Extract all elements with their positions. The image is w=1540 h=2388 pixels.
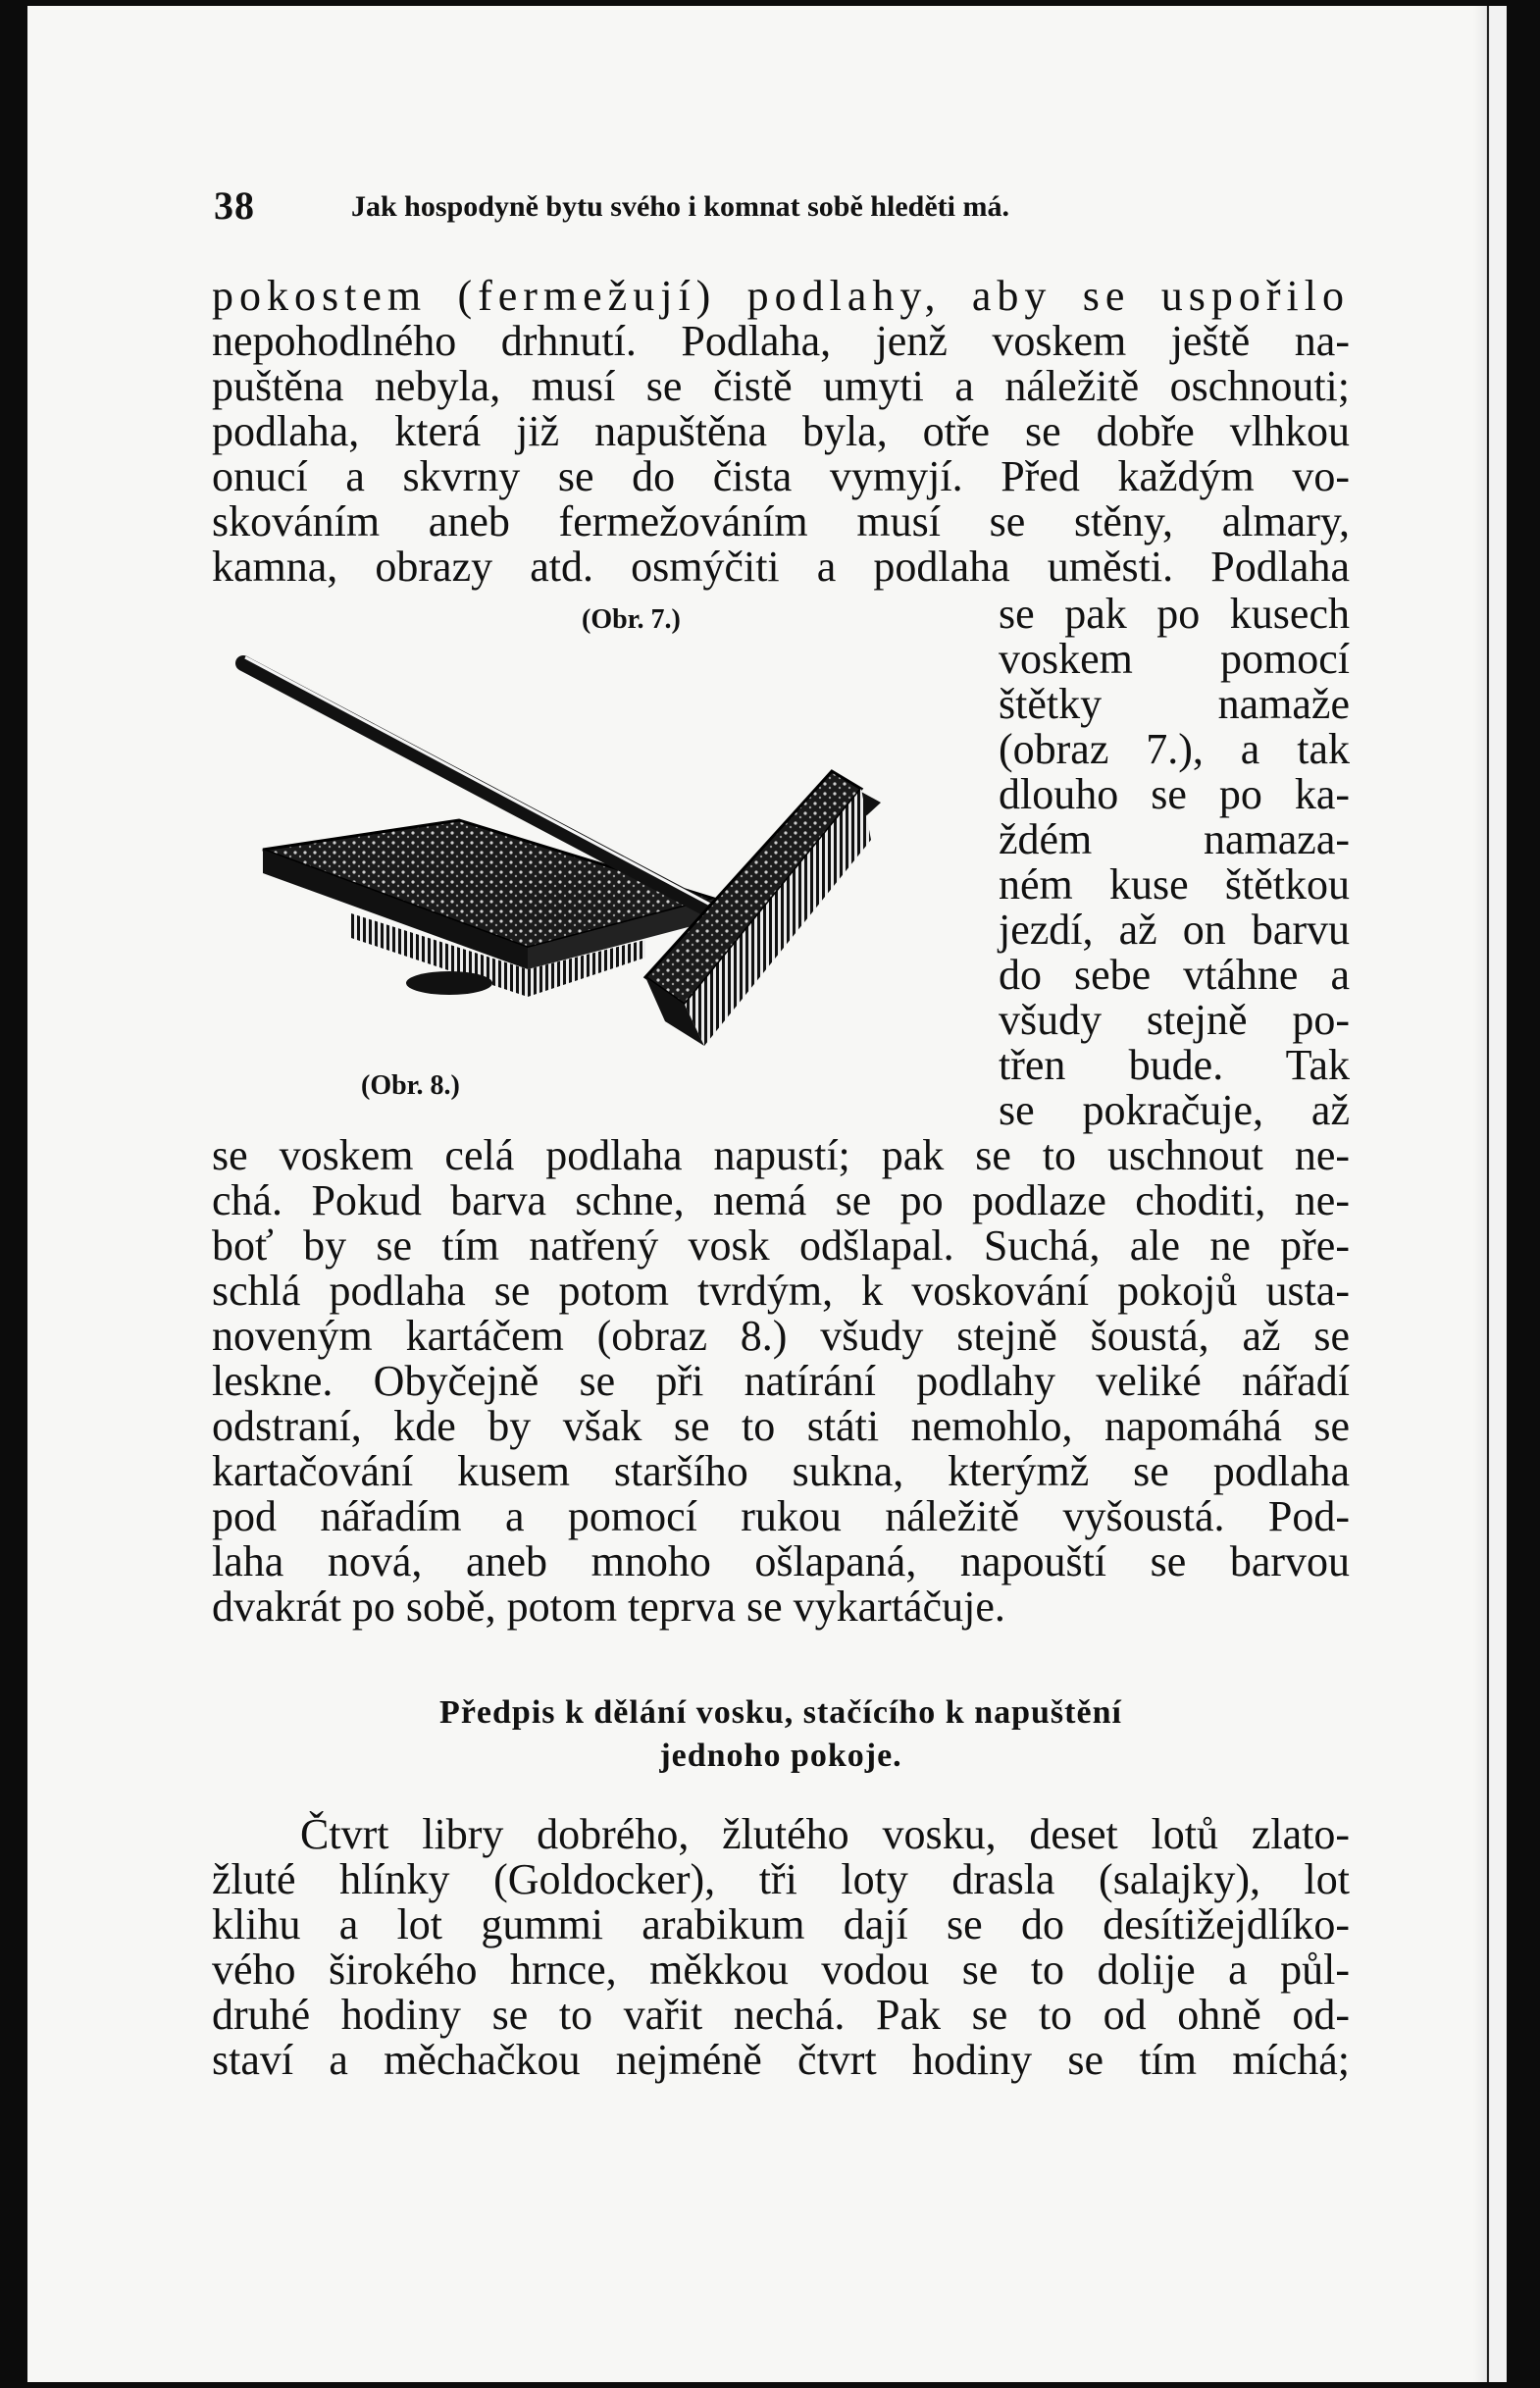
page-number: 38 bbox=[214, 183, 255, 228]
text-line: boť by se tím natřený vosk odšlapal. Suchá, ale ne pře- bbox=[212, 1221, 1350, 1270]
text-line: noveným kartáčem (obraz 8.) všudy stejně šoustá, až se bbox=[212, 1312, 1350, 1360]
text-line: staví a měchačkou nejméně čtvrt hodiny se tím míchá; bbox=[212, 2036, 1350, 2084]
text-line: dlouho se po ka- bbox=[999, 770, 1350, 818]
text-line: ném kuse štětkou bbox=[999, 860, 1350, 908]
text-line: nepohodlného drhnutí. Podlaha, jenž voskem ještě na- bbox=[212, 317, 1350, 365]
text-line: puštěna nebyla, musí se čistě umyti a náležitě oschnouti; bbox=[212, 362, 1350, 410]
text-line: odstraní, kde by však se to státi nemohlo, napomáhá se bbox=[212, 1402, 1350, 1450]
text-line: voskem pomocí bbox=[999, 635, 1350, 683]
text-line: schlá podlaha se potom tvrdým, k voskování pokojů usta- bbox=[212, 1267, 1350, 1315]
text-line: laha nová, aneb mnoho ošlapaná, napouští se barvou bbox=[212, 1537, 1350, 1585]
section-heading: jednoho pokoje. bbox=[659, 1738, 902, 1774]
text-line: do sebe vtáhne a bbox=[999, 951, 1350, 999]
figure-8-caption: (Obr. 8.) bbox=[361, 1070, 460, 1101]
text-line: podlaha, která již napuštěna byla, otře se dobře vlhkou bbox=[212, 407, 1350, 455]
text-line: se pokračuje, až bbox=[999, 1086, 1350, 1134]
text-line: jezdí, až on barvu bbox=[999, 906, 1350, 954]
text-line: všudy stejně po- bbox=[999, 996, 1350, 1044]
book-page bbox=[27, 6, 1507, 2382]
section-heading: Předpis k dělání vosku, stačícího k napuštění bbox=[439, 1694, 1122, 1731]
text-line: kartačování kusem staršího sukna, kterýmž se podlaha bbox=[212, 1447, 1350, 1495]
text-line: ždém namaza- bbox=[999, 815, 1350, 863]
running-title: Jak hospodyně bytu svého i komnat sobě hleděti má. bbox=[351, 190, 1009, 223]
text-line: Čtvrt libry dobrého, žlutého vosku, deset lotů zlato- bbox=[300, 1810, 1350, 1858]
text-line: vého širokého hrnce, měkkou vodou se to dolije a půl- bbox=[212, 1946, 1350, 1994]
text-line: onucí a skvrny se do čista vymyjí. Před každým vo- bbox=[212, 452, 1350, 500]
running-head bbox=[214, 182, 1234, 237]
text-line: pod nářadím a pomocí rukou náležitě vyšoustá. Pod- bbox=[212, 1492, 1350, 1540]
text-line: se pak po kusech bbox=[999, 590, 1350, 638]
page-edge bbox=[1473, 6, 1507, 2382]
figure-7-caption: (Obr. 7.) bbox=[582, 604, 681, 635]
text-line: třen bude. Tak bbox=[999, 1041, 1350, 1089]
text-line: chá. Pokud barva schne, nemá se po podlaze choditi, ne- bbox=[212, 1176, 1350, 1224]
text-line: štětky namaže bbox=[999, 680, 1350, 728]
text-line: kamna, obrazy atd. osmýčiti a podlaha uměsti. Podlaha bbox=[212, 543, 1350, 591]
text-line: klihu a lot gummi arabikum dají se do desítižejdlíko- bbox=[212, 1900, 1350, 1948]
text-line: dvakrát po sobě, potom teprva se vykartáčuje. bbox=[212, 1583, 1005, 1631]
text-line: se voskem celá podlaha napustí; pak se to uschnout ne- bbox=[212, 1131, 1350, 1179]
polishing-brush-fig8 bbox=[263, 820, 714, 997]
text-line: druhé hodiny se to vařit nechá. Pak se to od ohně od- bbox=[212, 1991, 1350, 2039]
text-line: leskne. Obyčejně se při natírání podlahy veliké nářadí bbox=[212, 1357, 1350, 1405]
text-line: pokostem (fermežují) podlahy, aby se uspořilo bbox=[212, 272, 1350, 320]
text-line: (obraz 7.), a tak bbox=[999, 725, 1350, 773]
text-line: žluté hlínky (Goldocker), tři loty drasla (salajky), lot bbox=[212, 1855, 1350, 1903]
floor-brush-illustration bbox=[233, 634, 989, 1085]
text-line: skováním aneb fermežováním musí se stěny, almary, bbox=[212, 497, 1350, 545]
